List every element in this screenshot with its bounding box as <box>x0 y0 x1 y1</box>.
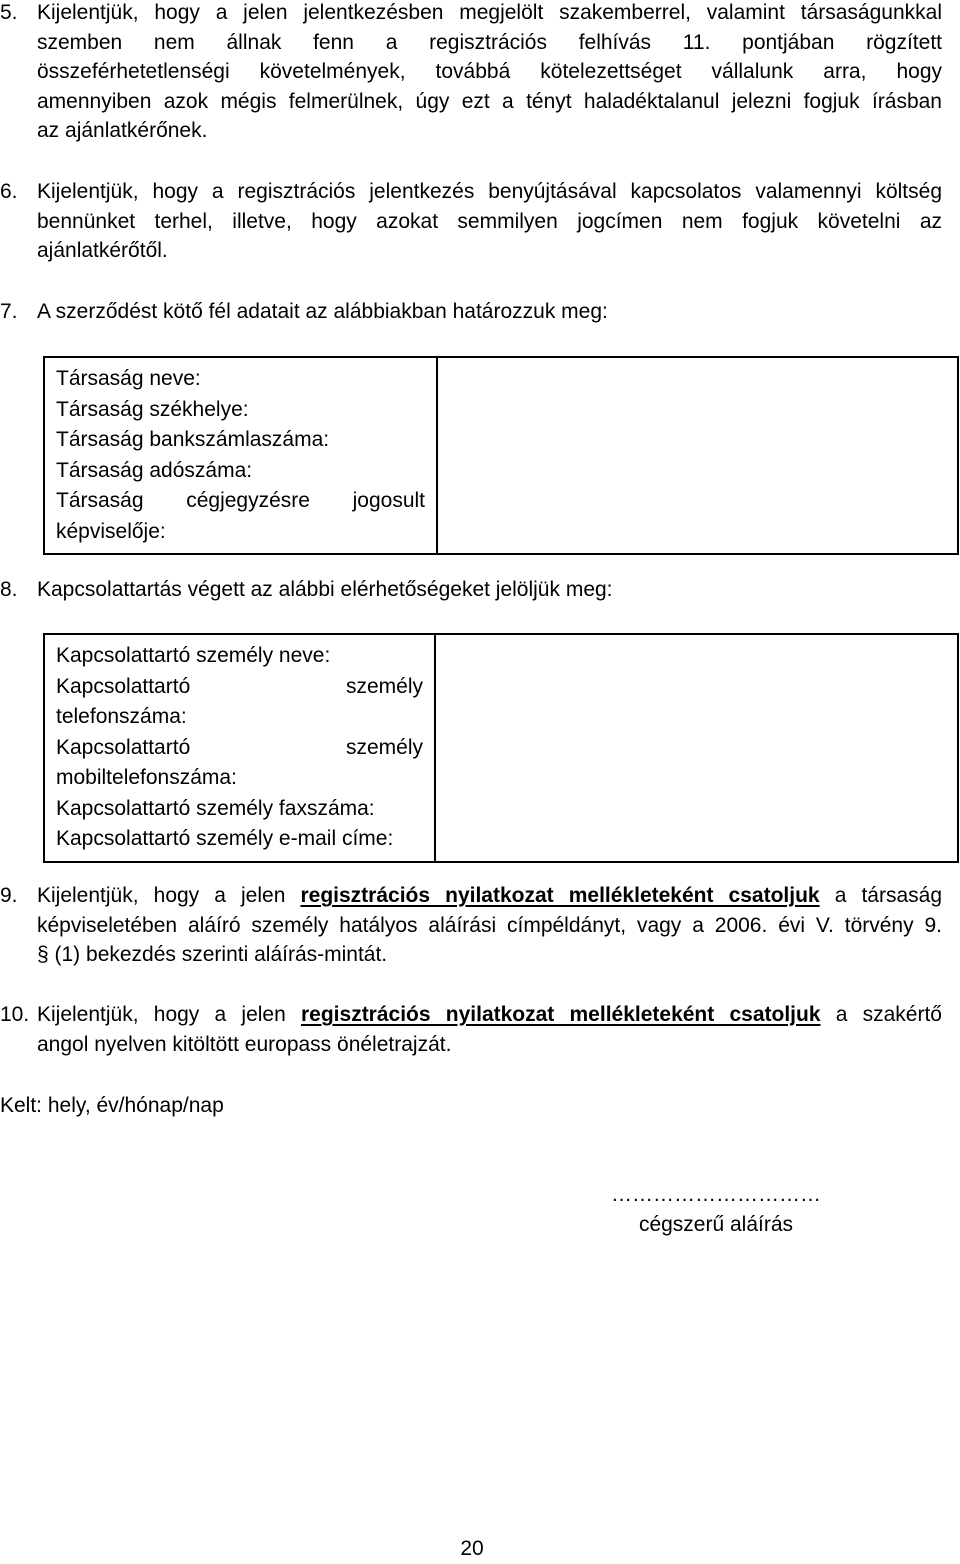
paragraph-8 <box>0 575 942 605</box>
label-company-representative-cont: képviselője: <box>56 519 166 543</box>
paragraph-7 <box>0 297 942 327</box>
item-number: 8. <box>0 578 18 601</box>
item-number: 7. <box>0 300 18 323</box>
item-number: 9. <box>0 884 18 907</box>
item-number: 5. <box>0 1 18 24</box>
contact-value-cell[interactable] <box>435 634 958 862</box>
label-contact-mobile-cont: mobiltelefonszáma: <box>56 766 237 789</box>
label-company-name: Társaság neve: <box>56 367 201 390</box>
paragraph-6 <box>0 177 942 266</box>
text-line: Kijelentjük, hogy a jelen jelentkezésben megjelölt szakemberrel, valamint társaságunkkal <box>37 1 942 24</box>
underlined-attachment-text: regisztrációs nyilatkozat mellékleteként csatoljuk <box>301 1003 821 1026</box>
text-line: összeférhetetlenségi követelmények, továbbá kötelezettséget vállalunk arra, hogy <box>37 60 942 83</box>
text-line: § (1) bekezdés szerinti aláírás-mintát. <box>37 943 388 966</box>
underlined-attachment-text: regisztrációs nyilatkozat mellékleteként csatoljuk <box>300 884 820 907</box>
text-line: az ajánlatkérőnek. <box>37 119 208 142</box>
text-line: ajánlatkérőtől. <box>37 239 168 262</box>
text-line: Kijelentjük, hogy a jelen regisztrációs nyilatkozat mellékleteként csatoljuk a szakértő <box>37 1003 942 1026</box>
label-contact-email: Kapcsolattartó személy e-mail címe: <box>56 827 394 850</box>
company-data-table <box>43 356 959 555</box>
signature-label: cégszerű aláírás <box>638 1213 794 1236</box>
text-line: A szerződést kötő fél adatait az alábbiakban határozzuk meg: <box>37 300 608 323</box>
text-line: bennünket terhel, illetve, hogy azokat semmilyen jogcímen nem fogjuk követelni az <box>37 209 942 233</box>
contact-data-table <box>43 633 959 863</box>
signature-dots: ………………………… <box>611 1183 821 1206</box>
item-number: 10. <box>0 1003 30 1026</box>
company-value-cell[interactable] <box>437 357 958 554</box>
label-company-bank-account: Társaság bankszámlaszáma: <box>56 428 330 451</box>
company-labels-cell <box>44 357 437 554</box>
date-place-line: Kelt: hely, év/hónap/nap <box>0 1094 224 1117</box>
text-line: Kijelentjük, hogy a regisztrációs jelentkezés benyújtásával kapcsolatos valamennyi költség <box>37 180 942 203</box>
text-line: Kapcsolattartás végett az alábbi elérhetőségeket jelöljük meg: <box>37 578 613 601</box>
label-contact-mobile: Kapcsolattartó személy <box>56 735 423 759</box>
paragraph-9 <box>0 881 942 970</box>
label-company-seat: Társaság székhelye: <box>56 397 249 421</box>
label-contact-phone-cont: telefonszáma: <box>56 705 187 728</box>
contact-labels-cell <box>44 634 435 862</box>
text-line: képviseletében aláíró személy hatályos aláírási címpéldányt, vagy a 2006. évi V. törvény 9. <box>37 913 942 937</box>
label-company-tax-number: Társaság adószáma: <box>56 458 253 482</box>
page-number: 20 <box>460 1537 484 1560</box>
text-line: angol nyelven kitöltött europass önéletrajzát. <box>37 1032 452 1056</box>
paragraph-10 <box>0 1000 942 1059</box>
paragraph-5 <box>0 0 942 146</box>
item-number: 6. <box>0 180 18 203</box>
label-contact-fax: Kapcsolattartó személy faxszáma: <box>56 796 375 820</box>
label-contact-name: Kapcsolattartó személy neve: <box>56 644 331 667</box>
label-company-representative: Társaság cégjegyzésre jogosult <box>56 489 425 512</box>
text-line: Kijelentjük, hogy a jelen regisztrációs nyilatkozat mellékleteként csatoljuk a társaság <box>37 884 942 907</box>
text-line: amennyiben azok mégis felmerülnek, úgy ezt a tényt haladéktalanul jelezni fogjuk írásban <box>37 89 942 113</box>
text-line: szemben nem állnak fenn a regisztrációs felhívás 11. pontjában rögzített <box>37 30 942 54</box>
label-contact-phone: Kapcsolattartó személy <box>56 674 423 698</box>
